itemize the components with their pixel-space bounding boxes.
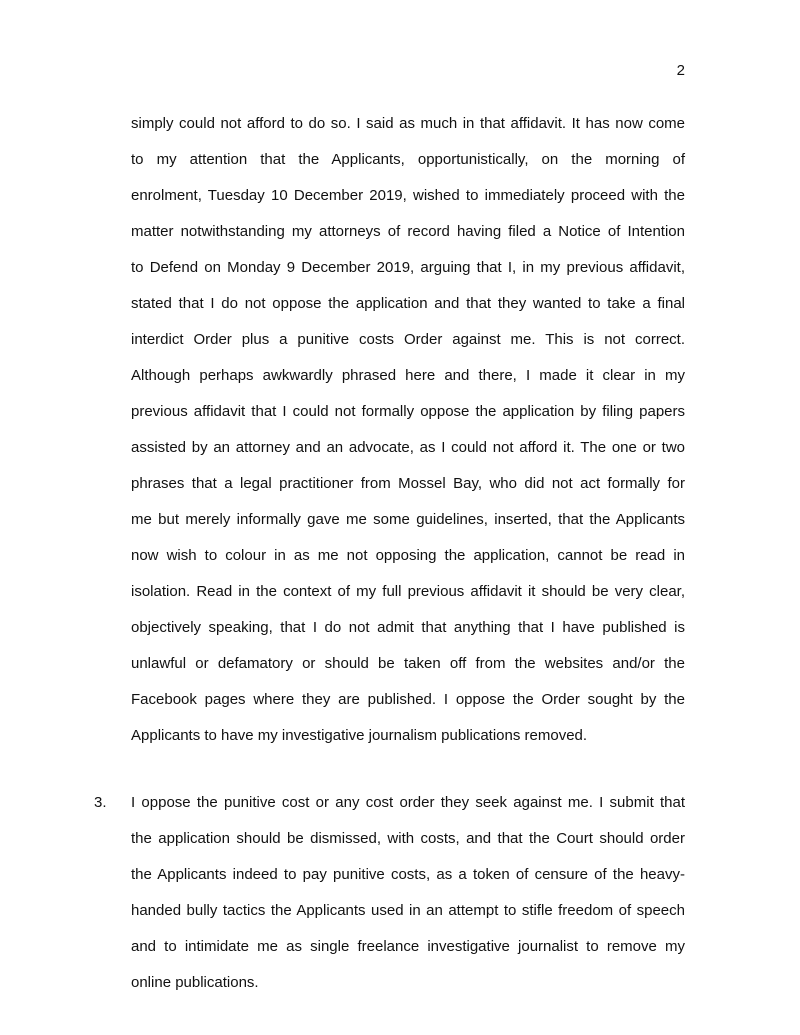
text-line: Facebook pages where they are published. I oppose the Order sought by the bbox=[131, 691, 685, 708]
text-line: previous affidavit that I could not formally oppose the application by filing papers bbox=[131, 403, 685, 420]
text-line: objectively speaking, that I do not admit that anything that I have published is bbox=[131, 619, 685, 636]
text-line: I oppose the punitive cost or any cost order they seek against me. I submit that bbox=[131, 794, 685, 811]
text-line: now wish to colour in as me not opposing the application, cannot be read in bbox=[131, 547, 685, 564]
paragraph-continued bbox=[131, 106, 685, 754]
page-number: 2 bbox=[676, 62, 685, 79]
text-line: online publications. bbox=[131, 974, 259, 991]
text-line: assisted by an attorney and an advocate, as I could not afford it. The one or two bbox=[131, 439, 685, 456]
text-line: handed bully tactics the Applicants used in an attempt to stifle freedom of speech bbox=[131, 902, 685, 919]
text-line: me but merely informally gave me some guidelines, inserted, that the Applicants bbox=[131, 511, 685, 528]
text-line: Although perhaps awkwardly phrased here and there, I made it clear in my bbox=[131, 367, 685, 384]
text-line: simply could not afford to do so. I said as much in that affidavit. It has now come bbox=[131, 115, 685, 132]
text-line: isolation. Read in the context of my full previous affidavit it should be very clear, bbox=[131, 583, 685, 600]
text-line: matter notwithstanding my attorneys of record having filed a Notice of Intention bbox=[131, 223, 685, 240]
text-line: unlawful or defamatory or should be taken off from the websites and/or the bbox=[131, 655, 685, 672]
text-line: the application should be dismissed, with costs, and that the Court should order bbox=[131, 830, 685, 847]
text-line: interdict Order plus a punitive costs Order against me. This is not correct. bbox=[131, 331, 685, 348]
text-line: stated that I do not oppose the application and that they wanted to take a final bbox=[131, 295, 685, 312]
text-line: enrolment, Tuesday 10 December 2019, wished to immediately proceed with the bbox=[131, 187, 685, 204]
text-line: the Applicants indeed to pay punitive costs, as a token of censure of the heavy- bbox=[131, 866, 685, 883]
text-line: and to intimidate me as single freelance investigative journalist to remove my bbox=[131, 938, 685, 955]
paragraph-3 bbox=[131, 785, 685, 1001]
text-line: Applicants to have my investigative journalism publications removed. bbox=[131, 727, 588, 744]
text-line: phrases that a legal practitioner from Mossel Bay, who did not act formally for bbox=[131, 475, 685, 492]
text-line: to my attention that the Applicants, opportunistically, on the morning of bbox=[131, 151, 685, 168]
text-line: to Defend on Monday 9 December 2019, arguing that I, in my previous affidavit, bbox=[131, 259, 685, 276]
paragraph-number: 3. bbox=[94, 794, 107, 811]
